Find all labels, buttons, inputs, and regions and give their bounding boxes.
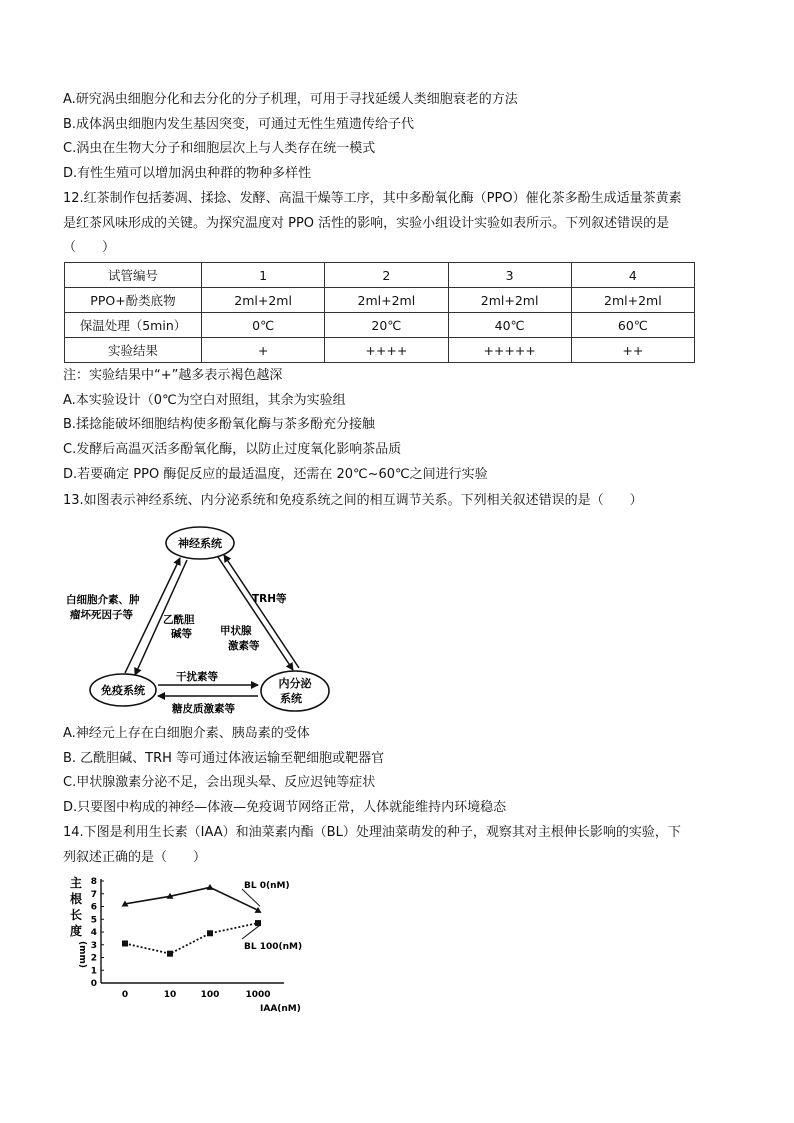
table-row-header: 实验结果 <box>65 338 202 363</box>
y-axis-label <box>70 875 87 968</box>
table-row <box>65 288 695 313</box>
y-axis-label-char: 根 <box>70 892 83 906</box>
table-cell: 0℃ <box>202 313 325 338</box>
table-cell: 4 <box>571 263 694 288</box>
table-row <box>65 338 695 363</box>
series-bl0-label: BL 0(nM) <box>244 881 290 891</box>
table-cell: 2ml+2ml <box>571 288 694 313</box>
table-cell: 2 <box>325 263 448 288</box>
y-axis-label-unit: (mm) <box>77 941 87 968</box>
q12-option-a: A.本实验设计（0℃为空白对照组，其余为实验组 <box>63 393 346 408</box>
y-tick-label: 7 <box>90 889 97 900</box>
table-cell: 40℃ <box>448 313 571 338</box>
q12-stem-line3: （ ） <box>63 240 116 255</box>
table-cell: 3 <box>448 263 571 288</box>
x-tick-label: 0 <box>121 990 129 1000</box>
table-row <box>65 263 695 288</box>
table-row-header: PPO+酚类底物 <box>65 288 202 313</box>
y-tick-label: 5 <box>90 915 97 926</box>
series-bl100-label: BL 100(nM) <box>244 942 303 952</box>
y-tick-label: 6 <box>90 902 97 913</box>
table-row-header: 试管编号 <box>65 263 202 288</box>
series-bl100-line <box>125 923 258 954</box>
arrow-nervous-to-endocrine <box>218 557 293 670</box>
table-cell: 2ml+2ml <box>325 288 448 313</box>
nervous-system-label: 神经系统 <box>178 537 222 550</box>
q13-stem: 13.如图表示神经系统、内分泌系统和免疫系统之间的相互调节关系。下列相关叙述错误的是（ ） <box>63 493 643 508</box>
label-thyroxine-line1: 甲状腺 <box>220 625 252 637</box>
y-tick-label: 1 <box>90 966 97 977</box>
endocrine-system-label-1: 内分泌 <box>278 677 312 690</box>
q12-option-b: B.揉捻能破坏细胞结构使多酚氧化酶与茶多酚充分接触 <box>63 417 376 432</box>
label-trh: TRH等 <box>252 593 287 605</box>
label-interleukin-line1: 白细胞介素、肿 <box>66 594 140 606</box>
immune-system-label: 免疫系统 <box>101 684 145 697</box>
table-cell: ++ <box>571 338 694 363</box>
q12-note: 注：实验结果中“+”越多表示褐色越深 <box>63 368 283 383</box>
label-glucocorticoid: 糖皮质激素等 <box>172 703 235 714</box>
y-axis-label-char: 度 <box>70 924 83 938</box>
table-cell: ++++ <box>325 338 448 363</box>
q12-option-d: D.若要确定 PPO 酶促反应的最适温度，还需在 20℃~60℃之间进行实验 <box>63 467 488 482</box>
data-point <box>167 951 173 957</box>
experiment-table <box>64 262 695 363</box>
q13-option-c: C.甲状腺激素分泌不足，会出现头晕、反应迟钝等症状 <box>63 775 376 790</box>
q11-option-b: B.成体涡虫细胞内发生基因突变，可通过无性生殖遗传给子代 <box>63 117 415 132</box>
y-tick-label: 0 <box>90 979 97 989</box>
root-length-chart <box>62 873 332 1021</box>
x-axis-label: IAA(nM) <box>260 1004 301 1014</box>
table-cell: 20℃ <box>325 313 448 338</box>
q11-option-a: A.研究涡虫细胞分化和去分化的分子机理，可用于寻找延缓人类细胞衰老的方法 <box>63 92 518 107</box>
q12-stem-line1: 12.红茶制作包括萎凋、揉捻、发酵、高温干燥等工序，其中多酚氧化酶（PPO）催化茶多酚生成适量茶黄素 <box>63 191 682 206</box>
x-tick-label: 100 <box>200 990 220 1000</box>
label-thyroxine-line2: 激素等 <box>228 640 260 652</box>
data-point <box>207 930 213 936</box>
x-tick-label: 1000 <box>245 990 271 1000</box>
table-cell: 2ml+2ml <box>202 288 325 313</box>
q13-option-b: B. 乙酰胆碱、TRH 等可通过体液运输至靶细胞或靶器官 <box>63 751 385 766</box>
y-tick-label: 2 <box>90 953 97 964</box>
q12-stem-line2: 是红茶风味形成的关键。为探究温度对 PPO 活性的影响，实验小组设计实验如表所示。下列叙述错误的是 <box>63 216 670 231</box>
y-axis-label-char: 主 <box>70 876 83 890</box>
table-row <box>65 313 695 338</box>
y-tick-label: 3 <box>90 940 97 951</box>
regulation-diagram <box>62 522 342 714</box>
table-cell: 60℃ <box>571 313 694 338</box>
table-cell: 2ml+2ml <box>448 288 571 313</box>
q12-option-c: C.发酵后高温灭活多酚氧化酶，以防止过度氧化影响茶品质 <box>63 442 402 457</box>
data-point <box>255 920 261 926</box>
table-row-header: 保温处理（5min） <box>65 313 202 338</box>
q14-stem-line2: 列叙述正确的是（ ） <box>63 850 207 865</box>
endocrine-system-label-2: 系统 <box>280 692 302 705</box>
label-interferon: 干扰素等 <box>176 671 218 683</box>
data-point <box>122 940 128 946</box>
label-acetylcholine-line2: 碱等 <box>171 628 192 640</box>
y-tick-label: 4 <box>90 928 97 938</box>
table-cell: + <box>202 338 325 363</box>
label-acetylcholine-line1: 乙酰胆 <box>163 614 195 626</box>
series-bl0-line <box>125 887 258 910</box>
data-point <box>207 884 214 890</box>
label-interleukin-line2: 瘤坏死因子等 <box>70 609 133 621</box>
q11-option-d: D.有性生殖可以增加涡虫种群的物种多样性 <box>63 166 312 181</box>
x-tick-label: 10 <box>163 990 177 1000</box>
series-label-leader <box>242 925 260 939</box>
q13-option-a: A.神经元上存在白细胞介素、胰岛素的受体 <box>63 726 310 741</box>
y-tick-label: 8 <box>90 877 97 887</box>
table-cell: 1 <box>202 263 325 288</box>
q14-stem-line1: 14.下图是利用生长素（IAA）和油菜素内酯（BL）处理油菜萌发的种子，观察其对主根伸长影响的实验，下 <box>63 825 681 840</box>
q13-option-d: D.只要图中构成的神经—体液—免疫调节网络正常，人体就能维持内环境稳态 <box>63 800 507 815</box>
q11-option-c: C.涡虫在生物大分子和细胞层次上与人类存在统一模式 <box>63 141 376 156</box>
y-axis-label-char: 长 <box>70 908 83 922</box>
table-cell: +++++ <box>448 338 571 363</box>
